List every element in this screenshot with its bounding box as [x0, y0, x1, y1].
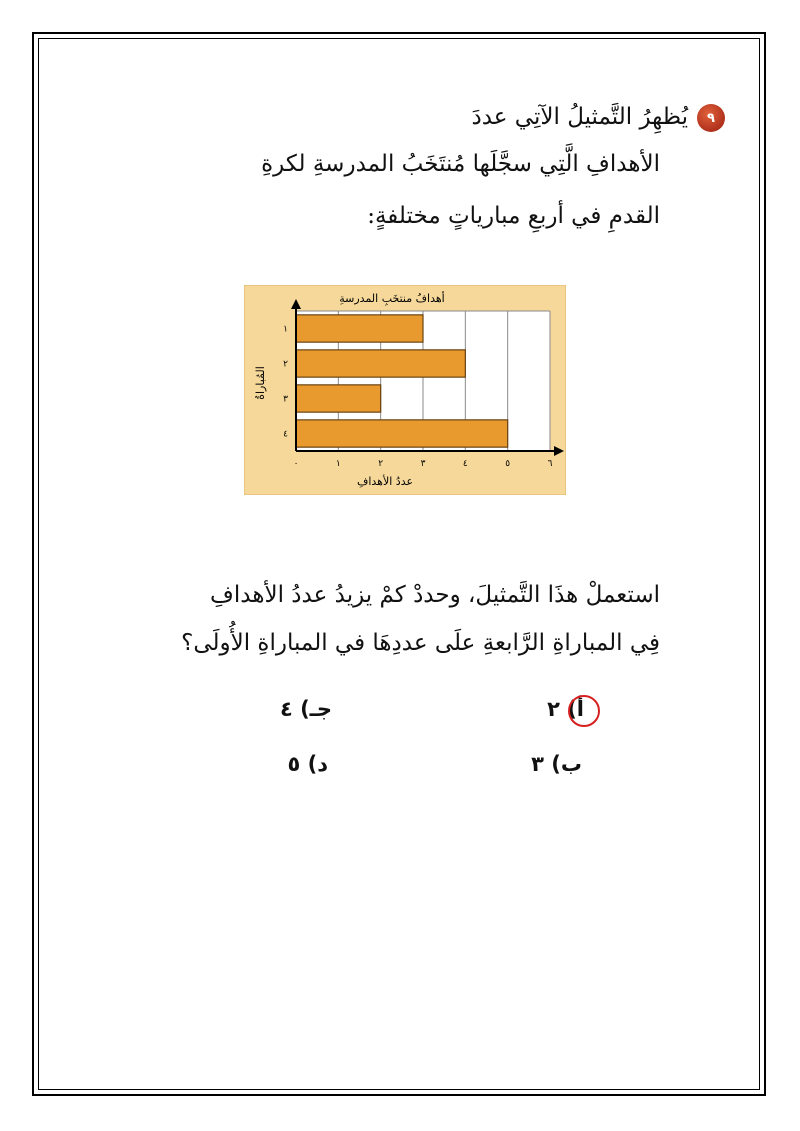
x-tick-label: ٠: [293, 459, 299, 469]
bar-match-2: [296, 350, 465, 377]
y-tick-label: ٢: [283, 359, 288, 370]
y-tick-label: ٣: [283, 394, 288, 405]
x-tick-label: ٥: [505, 459, 511, 469]
bar-match-3: [296, 385, 381, 412]
question-number-badge: ٩: [697, 104, 725, 132]
bar-match-1: [296, 315, 423, 342]
selected-answer-circle: [568, 695, 600, 727]
prompt-line-2: فِي المباراةِ الرَّابعةِ علَى عددِهَا في المباراةِ الأُولَى؟: [181, 630, 660, 656]
x-tick-label: ٣: [420, 459, 426, 469]
page-border-inner: [38, 38, 760, 1090]
y-tick-label: ١: [283, 324, 288, 335]
x-tick-label: ٤: [462, 459, 468, 469]
x-axis-label: عددُ الأهدافِ: [356, 475, 414, 488]
y-tick-label: ٤: [283, 429, 288, 440]
option-d[interactable]: د) ٥: [287, 752, 328, 776]
option-a[interactable]: أ) ٢: [547, 697, 584, 721]
x-tick-label: ٢: [378, 459, 384, 469]
x-tick-label: ١: [335, 459, 341, 469]
option-c[interactable]: جـ) ٤: [279, 697, 332, 721]
bar-match-4: [296, 420, 508, 447]
question-line-2: الأهدافِ الَّتِي سجَّلَها مُنتَخَبُ المدرسةِ لكرةِ: [261, 151, 660, 177]
bar-chart-figure: [244, 285, 566, 495]
chart-title: أهدافُ منتخَبِ المدرسةِ: [339, 292, 445, 305]
question-line-3: القدمِ في أربعِ مبارياتٍ مختلفةٍ:: [367, 203, 660, 229]
prompt-line-1: استعملْ هذَا التَّمثيلَ، وحددْ كمْ يزيدُ عددُ الأهدافِ: [210, 582, 660, 608]
question-line-1: يُظهِرُ التَّمثيلُ الآتِي عددَ: [471, 104, 688, 130]
y-axis-label: المُباراةُ: [254, 366, 267, 400]
bar-chart: [244, 285, 566, 495]
x-tick-label: ٦: [547, 459, 553, 469]
option-b[interactable]: ب) ٣: [531, 752, 582, 776]
